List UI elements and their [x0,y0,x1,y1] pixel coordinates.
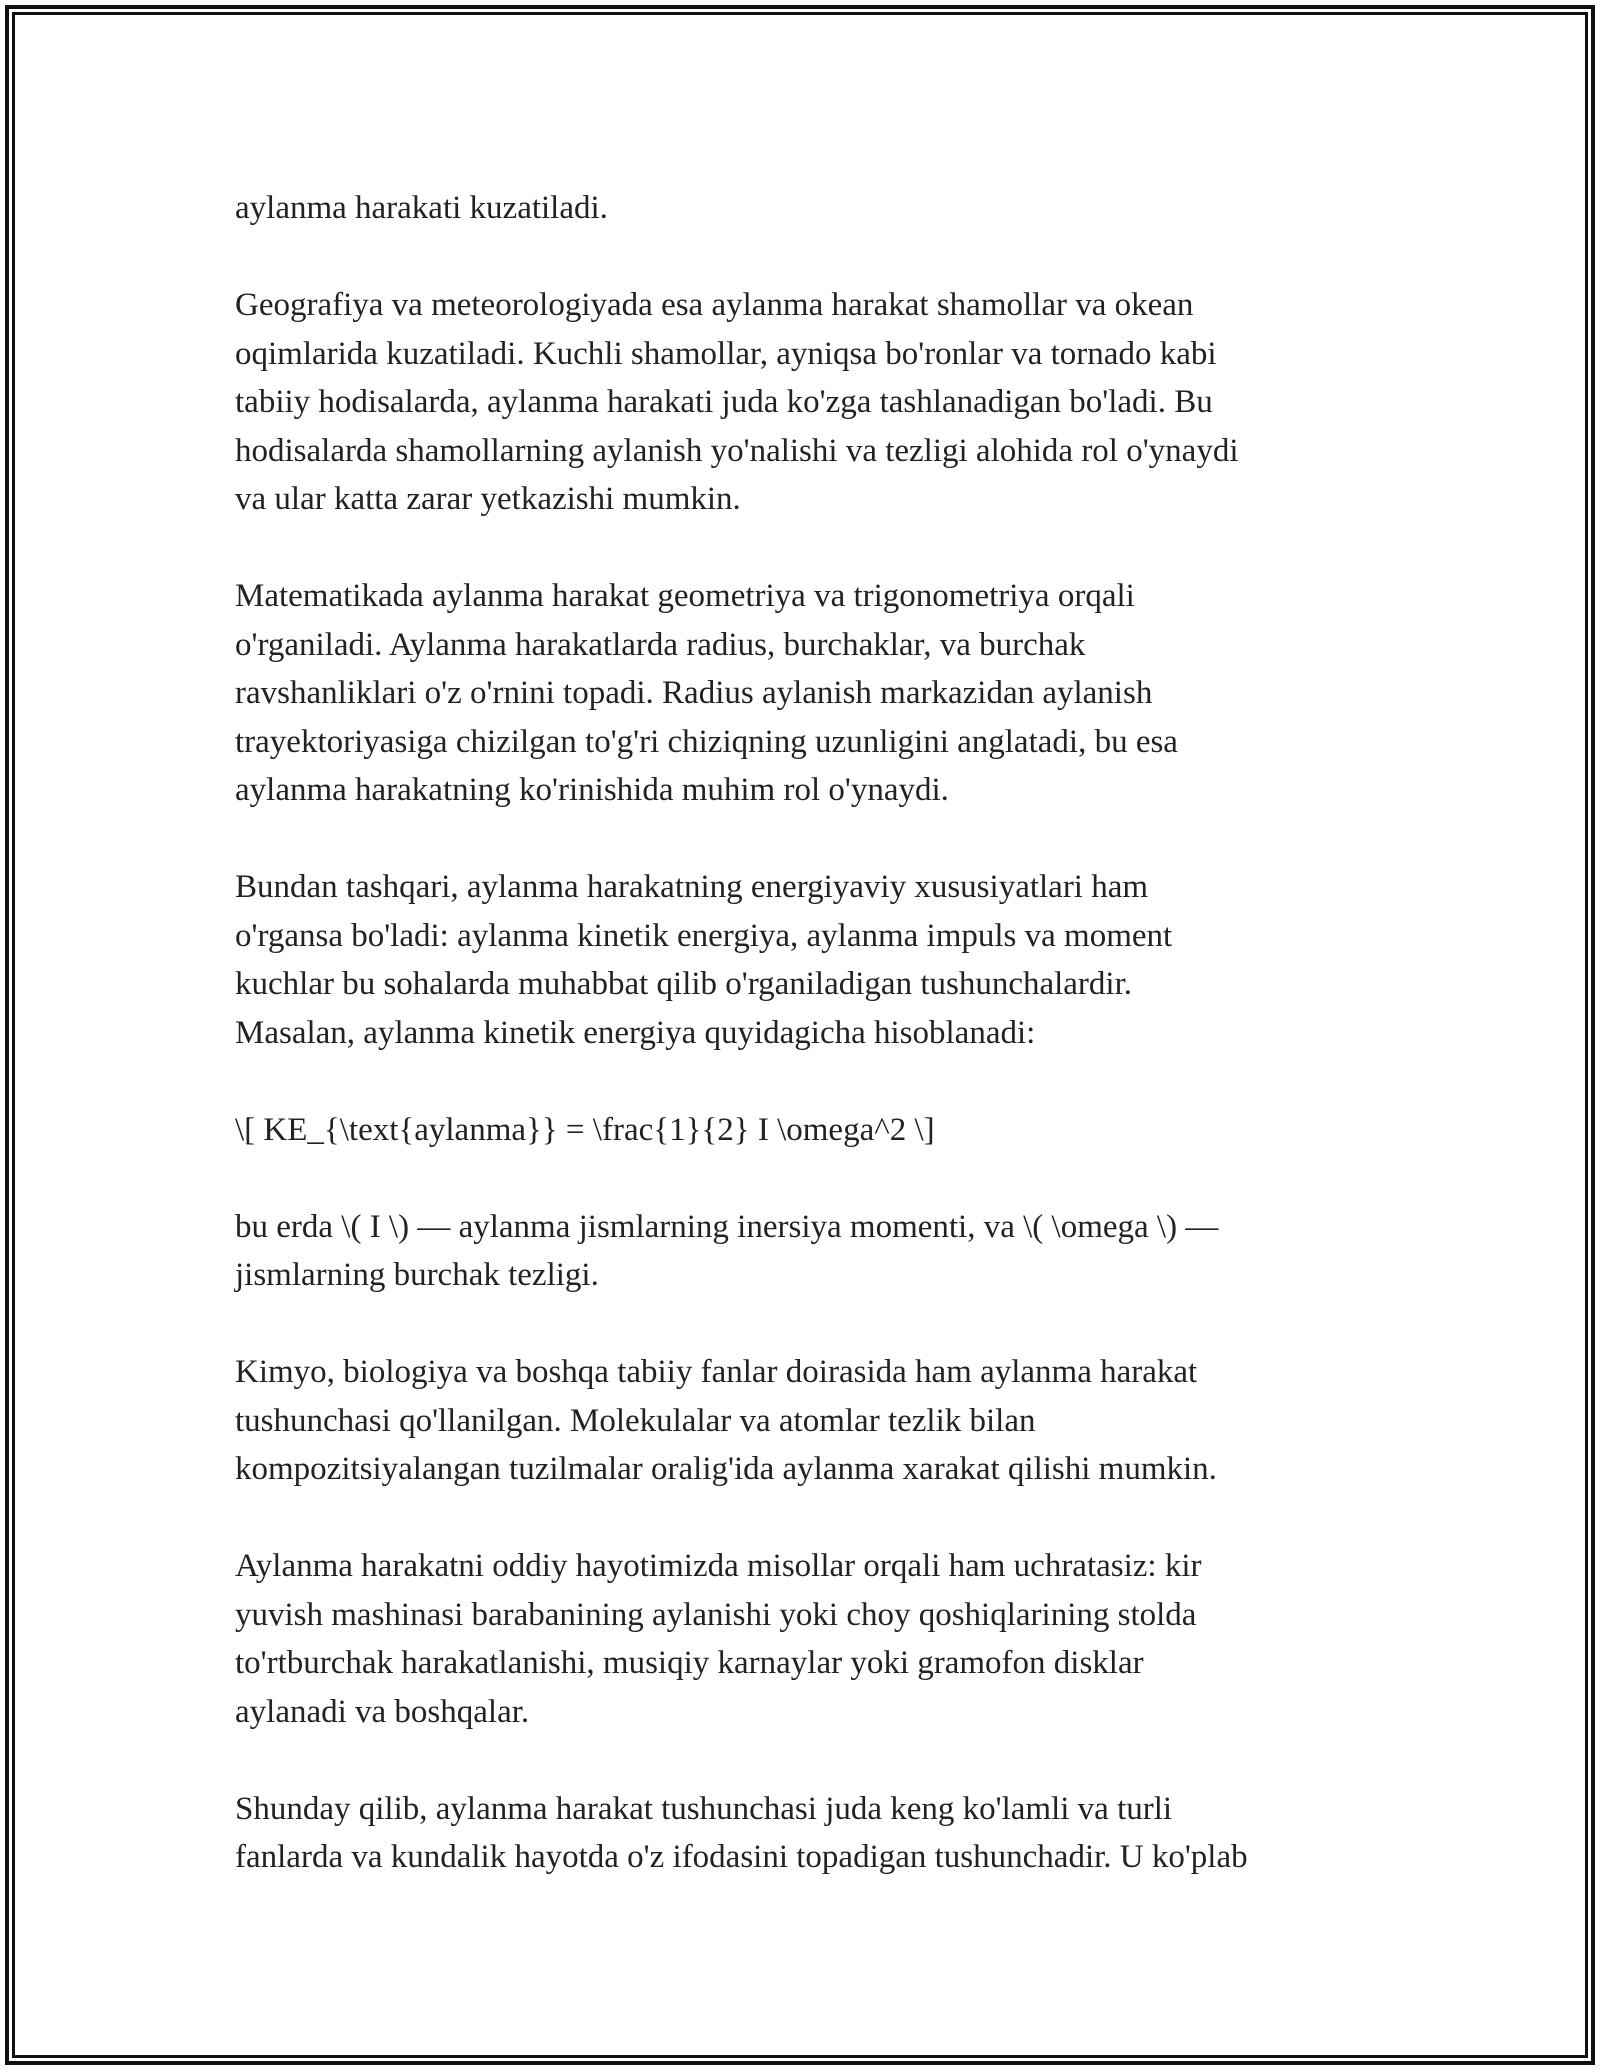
paragraph [235,1203,1375,1300]
text-line: bu erda \( I \) — aylanma jismlarning inersiya momenti, va \( \omega \) — [235,1208,1219,1245]
text-line: tushunchasi qo'llanilgan. Molekulalar va atomlar tezlik bilan [235,1402,1036,1439]
text-line: ravshanliklari o'z o'rnini topadi. Radius aylanish markazidan aylanish [235,675,1153,711]
text-line: kompozitsiyalangan tuzilmalar oralig'ida aylanma xarakat qilishi mumkin. [235,1451,1217,1487]
paragraph [235,1785,1375,1882]
text-line: Geografiya va meteorologiyada esa aylanma harakat shamollar va okean [235,287,1194,323]
paragraph [235,1542,1375,1736]
text-line: hodisalarda shamollarning aylanish yo'nalishi va tezligi alohida rol o'ynaydi [235,432,1239,469]
text-line: yuvish mashinasi barabanining aylanishi yoki choy qoshiqlarining stolda [235,1596,1197,1633]
text-line: Kimyo, biologiya va boshqa tabiiy fanlar doirasida ham aylanma harakat [235,1354,1198,1390]
text-line: oqimlarida kuzatiladi. Kuchli shamollar, ayniqsa bo'ronlar va tornado kabi [235,335,1217,372]
text-line: kuchlar bu sohalarda muhabbat qilib o'rganiladigan tushunchalardir. [235,966,1133,1002]
text-line: Masalan, aylanma kinetik energiya quyidagicha hisoblanadi: [235,1014,1036,1051]
text-line: fanlarda va kundalik hayotda o'z ifodasini topadigan tushunchadir. U ko'plab [235,1839,1248,1875]
text-line: \[ KE_{\text{aylanma}} = \frac{1}{2} I \omega^2 \] [235,1111,935,1148]
text-line: va ular katta zarar yetkazishi mumkin. [235,481,741,517]
text-line: to'rtburchak harakatlanishi, musiqiy karnaylar yoki gramofon disklar [235,1645,1144,1681]
text-line: Shunday qilib, aylanma harakat tushunchasi juda keng ko'lamli va turli [235,1790,1173,1827]
text-line: jismlarning burchak tezligi. [235,1257,599,1293]
paragraph [235,1348,1375,1494]
text-line: Aylanma harakatni oddiy hayotimizda misollar orqali ham uchratasiz: kir [235,1548,1202,1584]
equation-line [235,1106,1375,1155]
paragraph [235,863,1375,1057]
text-line: trayektoriyasiga chizilgan to'g'ri chiziqning uzunligini anglatadi, bu esa [235,723,1178,760]
paragraph [235,572,1375,815]
text-line: o'rgansa bo'ladi: aylanma kinetik energiya, aylanma impuls va moment [235,917,1173,954]
text-line: aylanma harakati kuzatiladi. [235,190,608,226]
text-line: aylanadi va boshqalar. [235,1693,530,1730]
text-line: Bundan tashqari, aylanma harakatning energiyaviy xususiyatlari ham [235,869,1149,905]
text-line: aylanma harakatning ko'rinishida muhim rol o'ynaydi. [235,772,949,808]
document-body [235,184,1375,1882]
text-line: tabiiy hodisalarda, aylanma harakati juda ko'zga tashlanadigan bo'ladi. Bu [235,384,1213,420]
text-line: o'rganiladi. Aylanma harakatlarda radius, burchaklar, va burchak [235,626,1086,663]
paragraph [235,184,1375,233]
paragraph [235,281,1375,524]
text-line: Matematikada aylanma harakat geometriya va trigonometriya orqali [235,578,1135,614]
